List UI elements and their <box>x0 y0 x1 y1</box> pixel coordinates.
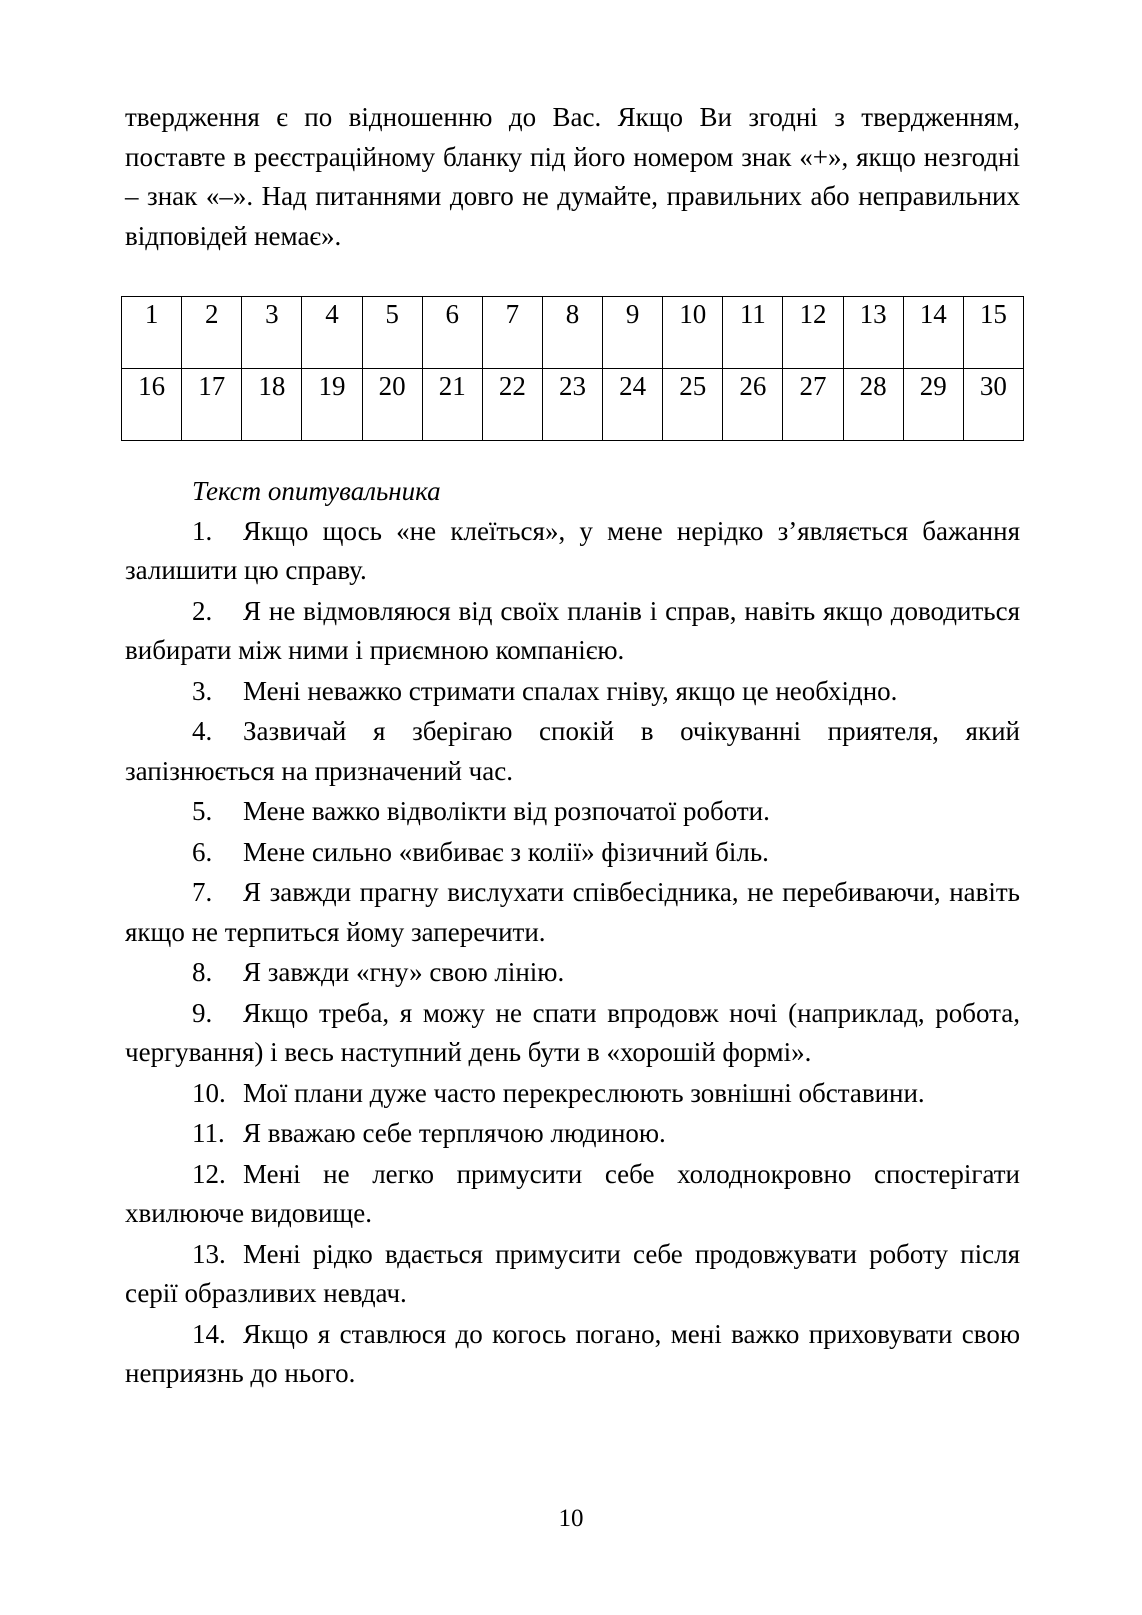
answer-table <box>121 296 1024 441</box>
item-text: Я вважаю себе терплячою людиною. <box>243 1118 666 1148</box>
section-title: Текст опитувальника <box>192 476 441 506</box>
table-cell: 27 <box>783 369 843 441</box>
list-item <box>125 592 1020 671</box>
item-number: 1. <box>192 515 213 546</box>
table-cell: 9 <box>603 297 663 369</box>
table-cell: 5 <box>362 297 422 369</box>
item-text: Якщо я ставлюся до когось погано, мені важко приховувати свою неприязнь до нього. <box>125 1318 1020 1388</box>
table-cell: 18 <box>242 369 302 441</box>
table-cell: 6 <box>422 297 482 369</box>
table-row <box>122 369 1024 441</box>
item-number: 6. <box>192 836 213 867</box>
table-cell: 12 <box>783 297 843 369</box>
table-cell: 4 <box>302 297 362 369</box>
list-item <box>125 1114 1020 1154</box>
item-text: Мені неважко стримати спалах гніву, якщо це необхідно. <box>243 675 898 706</box>
item-text: Мені не легко примусити себе холоднокровно спостерігати хвилююче видовище. <box>125 1158 1020 1228</box>
table-row <box>122 297 1024 369</box>
item-number: 2. <box>192 595 213 626</box>
table-cell: 25 <box>663 369 723 441</box>
table-cell: 24 <box>603 369 663 441</box>
item-number: 13. <box>192 1238 226 1269</box>
list-item <box>125 953 1020 993</box>
table-cell: 7 <box>482 297 542 369</box>
list-item <box>125 994 1020 1073</box>
item-text: Я завжди прагну вислухати співбесідника, не перебиваючи, навіть якщо не терпиться йому заперечити. <box>125 877 1020 947</box>
item-text: Я завжди «гну» свою лінію. <box>243 957 565 987</box>
list-item <box>125 833 1020 873</box>
table-cell: 29 <box>903 369 963 441</box>
list-item <box>125 712 1020 791</box>
table-cell: 20 <box>362 369 422 441</box>
item-number: 11. <box>192 1118 225 1148</box>
item-text: Якщо треба, я можу не спати впродовж ночі (наприклад, робота, чергування) і весь наступний день бути в «хорошій формі». <box>125 997 1020 1067</box>
item-number: 12. <box>192 1158 226 1189</box>
table-cell: 11 <box>723 297 783 369</box>
item-number: 5. <box>192 796 213 826</box>
table-cell: 16 <box>122 369 182 441</box>
item-text: Якщо щось «не клеїться», у мене нерідко з’являється бажання залишити цю справу. <box>125 515 1020 585</box>
table-cell: 1 <box>122 297 182 369</box>
page-number: 10 <box>558 1505 584 1532</box>
list-item <box>125 1074 1020 1114</box>
table-cell: 13 <box>843 297 903 369</box>
table-cell: 17 <box>182 369 242 441</box>
list-item <box>125 1315 1020 1394</box>
item-number: 3. <box>192 675 213 706</box>
item-text: Мене сильно «вибиває з колії» фізичний біль. <box>243 836 769 867</box>
item-number: 8. <box>192 957 213 987</box>
item-text: Я не відмовляюся від своїх планів і справ, навіть якщо доводиться вибирати між ними і приємною компанією. <box>125 595 1020 665</box>
intro-paragraph: твердження є по відношенню до Вас. Якщо Ви згодні з твердженням, поставте в реєстраційному бланку під його номером знак «+», якщо незгодні – знак «–». Над питаннями довго не думайте, правильних або неправильних відповідей немає». <box>125 102 1020 251</box>
item-number: 4. <box>192 716 213 746</box>
list-item <box>125 672 1020 712</box>
list-item <box>125 792 1020 832</box>
item-number: 14. <box>192 1318 226 1349</box>
list-item <box>125 512 1020 591</box>
item-text: Мене важко відволікти від розпочатої роботи. <box>243 796 770 826</box>
item-text: Мої плани дуже часто перекреслюють зовнішні обставини. <box>243 1077 925 1108</box>
table-cell: 19 <box>302 369 362 441</box>
list-item <box>125 873 1020 952</box>
item-number: 10. <box>192 1077 226 1108</box>
document-page <box>125 98 1020 1395</box>
table-cell: 3 <box>242 297 302 369</box>
table-cell: 28 <box>843 369 903 441</box>
table-cell: 10 <box>663 297 723 369</box>
item-number: 7. <box>192 877 213 907</box>
item-text: Зазвичай я зберігаю спокій в очікуванні приятеля, який запізнюється на призначений час. <box>125 716 1020 786</box>
table-cell: 26 <box>723 369 783 441</box>
table-cell: 8 <box>542 297 602 369</box>
item-number: 9. <box>192 997 213 1028</box>
table-cell: 30 <box>963 369 1023 441</box>
table-cell: 2 <box>182 297 242 369</box>
item-text: Мені рідко вдається примусити себе продовжувати роботу після серії образливих невдач. <box>125 1238 1020 1308</box>
table-cell: 14 <box>903 297 963 369</box>
list-item <box>125 1235 1020 1314</box>
list-item <box>125 1155 1020 1234</box>
table-cell: 21 <box>422 369 482 441</box>
table-cell: 22 <box>482 369 542 441</box>
questionnaire-list <box>125 512 1020 1394</box>
table-cell: 23 <box>542 369 602 441</box>
table-cell: 15 <box>963 297 1023 369</box>
